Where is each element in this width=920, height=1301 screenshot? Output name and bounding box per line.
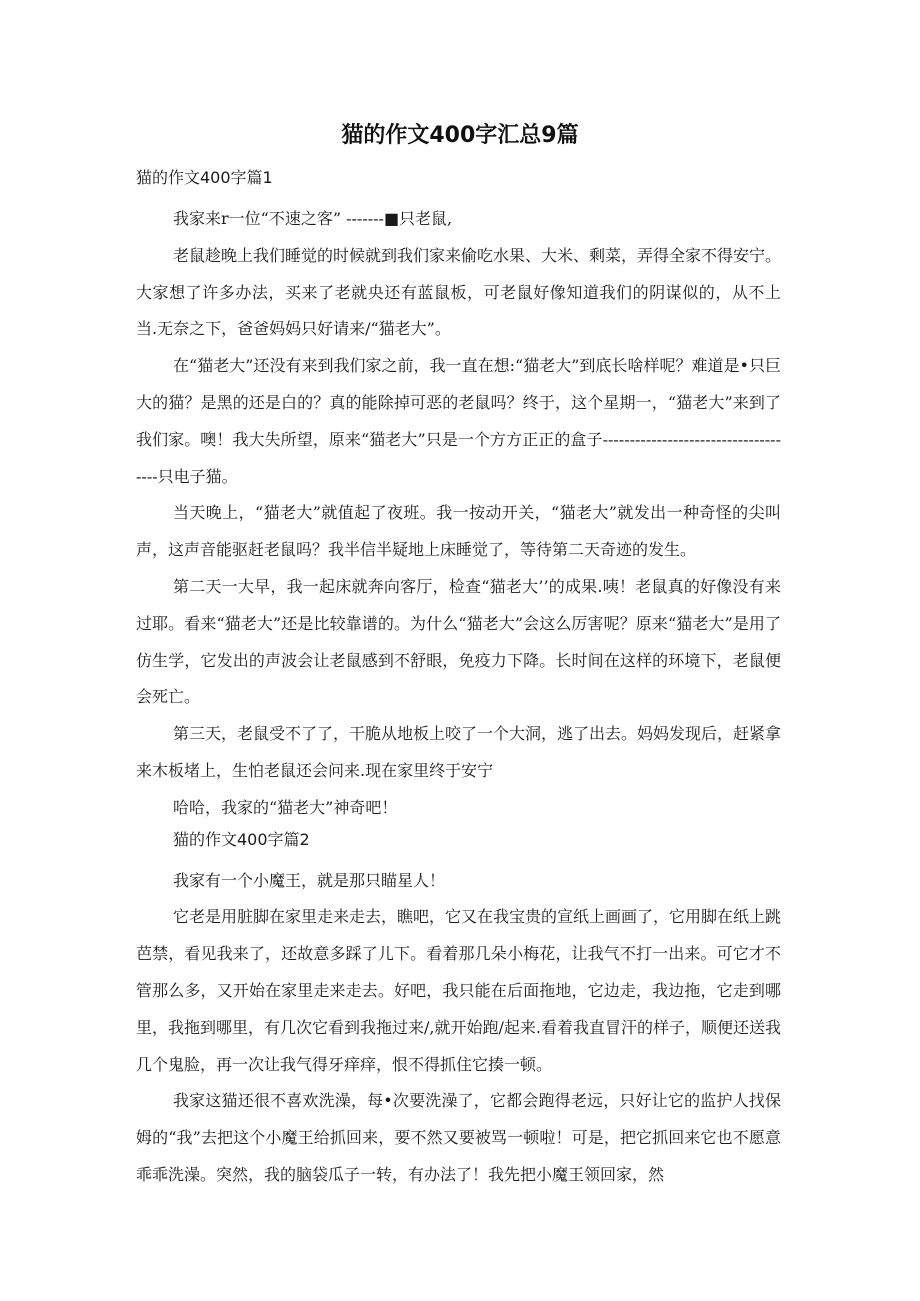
section-heading-2: 猫的作文400字篇2 [173,829,310,849]
paragraph: 它老是用脏脚在家里走来走去，瞧吧，它又在我宝贵的宣纸上画画了，它用脚在纸上跳芭禁，看见我来了，还故意多踩了儿下。看着那几朵小梅花，让我气不打一出来。可它才不管那么多，又开始在家里走来走去。好吧，我只能在后面拖地，它边走，我边拖，它走到哪里，我拖到哪里，有几次它看到我拖过来/,就开始跑/起来.看着我直冒汗的样子，顺便还送我几个鬼脸，再一次让我气得牙痒痒，恨不得抓住它揍一顿。 [136,907,782,1074]
paragraph: 我家有一个小魔王，就是那只瞄星人！ [173,870,446,890]
paragraph: 当天晚上，“猫老大”就值起了夜班。我一按动开关，“猫老大”就发出一种奇怪的尖叫声，这声音能驱赶老鼠吗？我半信半疑地上床睡觉了，等待第二天奇迹的发生。 [136,503,781,560]
paragraph: 第三天，老鼠受不了了，干脆从地板上咬了一个大洞，逃了出去。妈妈发现后，赶紧拿来木板堵上，生怕老鼠还会问来.现在家里终于安宁 [136,724,782,780]
section-heading-1: 猫的作文400字篇1 [136,168,273,187]
paragraph: 在“猫老大”还没有来到我们家之前，我一直在想:“猫老大”到底长啥样呢？难道是•只巨大的猫？是黑的还是白的？真的能除掉可恶的老鼠吗？终于，这个星期一，“猫老大”来到了我们家。噢！我大失所望，原来“猫老大”只是一个方方正正的盒子-------------------------------------只电子猫。 [136,356,781,486]
document-body [136,165,781,1194]
paragraph: 哈哈，我家的“猫老大”神奇吧！ [173,797,398,817]
paragraph: 我家来r一位“不速之客” -------■只老鼠, [173,209,453,228]
paragraph: 第二天一大早，我一起床就奔向客厅，检查“猫老大’’的成果.咦！老鼠真的好像没有来过耶。看来“猫老大”还是比较靠谱的。为什么“猫老大”会这么厉害呢？原来“猫老大”是用了仿生学，它发出的声波会让老鼠感到不舒眼，免疫力下降。长时间在这样的环境下，老鼠便会死亡。 [136,576,781,707]
paragraph: 老鼠趁晚上我们睡觉的时候就到我们家来偷吃水果、大米、剩菜，弄得全家不得安宁。大家想了许多办法，买来了老就央还有蓝鼠板，可老鼠好像知道我们的阴谋似的，从不上当.无奈之下，爸爸妈妈只好请来/“猫老大”。 [136,245,782,339]
document-title: 猫的作文400字汇总9篇 [341,123,579,148]
paragraph: 我家这猫还很不喜欢洗澡，每•次要洗澡了，它都会跑得老远，只好让它的监护人找保姆的“我”去把这个小魔王给抓回来，要不然又要被骂一顿啦！可是，把它抓回来它也不愿意乖乖洗澡。突然，我的脑袋瓜子一转，有办法了！我先把小魔王领回家，然 [136,1091,781,1184]
